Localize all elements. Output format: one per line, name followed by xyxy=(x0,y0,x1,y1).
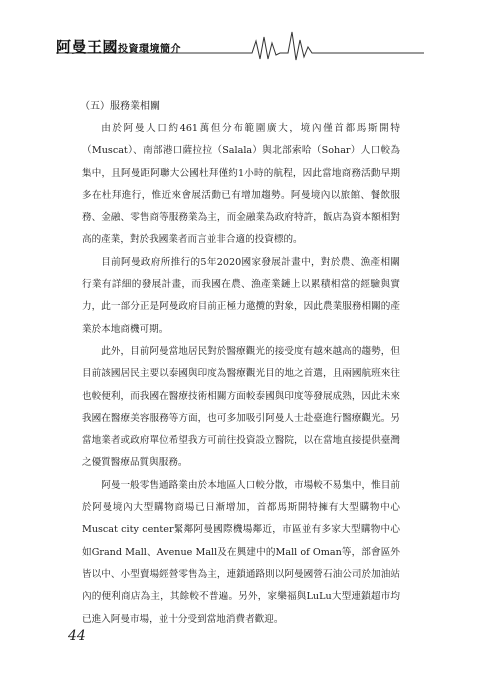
paragraph-medical-tourism: 此外，目前阿曼當地居民對於醫療觀光的接受度有越來越高的趨勢，但目前該國居民主要以泰國與印度為醫療觀光目的地之首選，且兩國航班來往也較便利，而我國在醫療技術相關方面較泰國與印度等發展成熟，因此未來我國在醫療美容服務等方面，也可多加吸引阿曼人士赴臺進行醫療觀光。另當地業者或政府單位希望我方可前往投資設立醫院，以在當地直接提供臺灣之優質醫療品質與服務。 xyxy=(82,345,400,469)
page-header xyxy=(56,26,424,66)
paragraph-agriculture: 目前阿曼政府所推行的5年2020國家發展計畫中，對於農、漁產相關行業有詳細的發展計畫，而我國在農、漁產業鏈上以累積相當的經驗與實力，此一部分正是阿曼政府目前正極力邀攬的對象，因此農業服務相關的產業於本地商機可期。 xyxy=(82,256,400,335)
main-content xyxy=(82,96,400,631)
header-title-sub: 投資環境簡介 xyxy=(118,44,182,55)
section-heading: （五）服務業相關 xyxy=(80,101,160,112)
paragraph-overview: 由於阿曼人口約461萬但分布範圍廣大，境內僅首都馬斯開特（Muscat）、南部港口薩拉拉（Salala）與北部索哈（Sohar）人口較為集中，且阿曼距阿聯大公國杜拜僅約1小時的航程，因此當地商務活動早期多在杜拜進行，惟近來會展活動已有增加趨勢。阿曼境內以旅館、餐飲服務、金融、零售商等服務業為主，而金融業為政府特許，飯店為資本額相對高的產業，對於我國業者而言並非合適的投資標的。 xyxy=(82,123,400,246)
header-title-main: 阿曼王國 xyxy=(56,38,119,56)
header-title xyxy=(56,36,181,57)
page-number: 44 xyxy=(68,628,86,644)
paragraph-retail: 阿曼一般零售通路業由於本地區人口較分散，市場較不易集中，惟目前於阿曼境內大型購物商場已日漸增加，首都馬斯開特擁有大型購物中心Muscat city center緊鄰阿曼國際機場鄰近，市區並有多家大型購物中心如Grand Mall、Avenue Mall及在興建中的Mall of Oman等，部會區外皆以中、小型賣場經營零售為主，連鎖通路則以阿曼國營石油公司於加油站內的便利商店為主，其餘較不普遍。另外，家樂福與LuLu大型連鎖超市均已進入阿曼市場，並十分受到當地消費者歡迎。 xyxy=(82,479,400,625)
